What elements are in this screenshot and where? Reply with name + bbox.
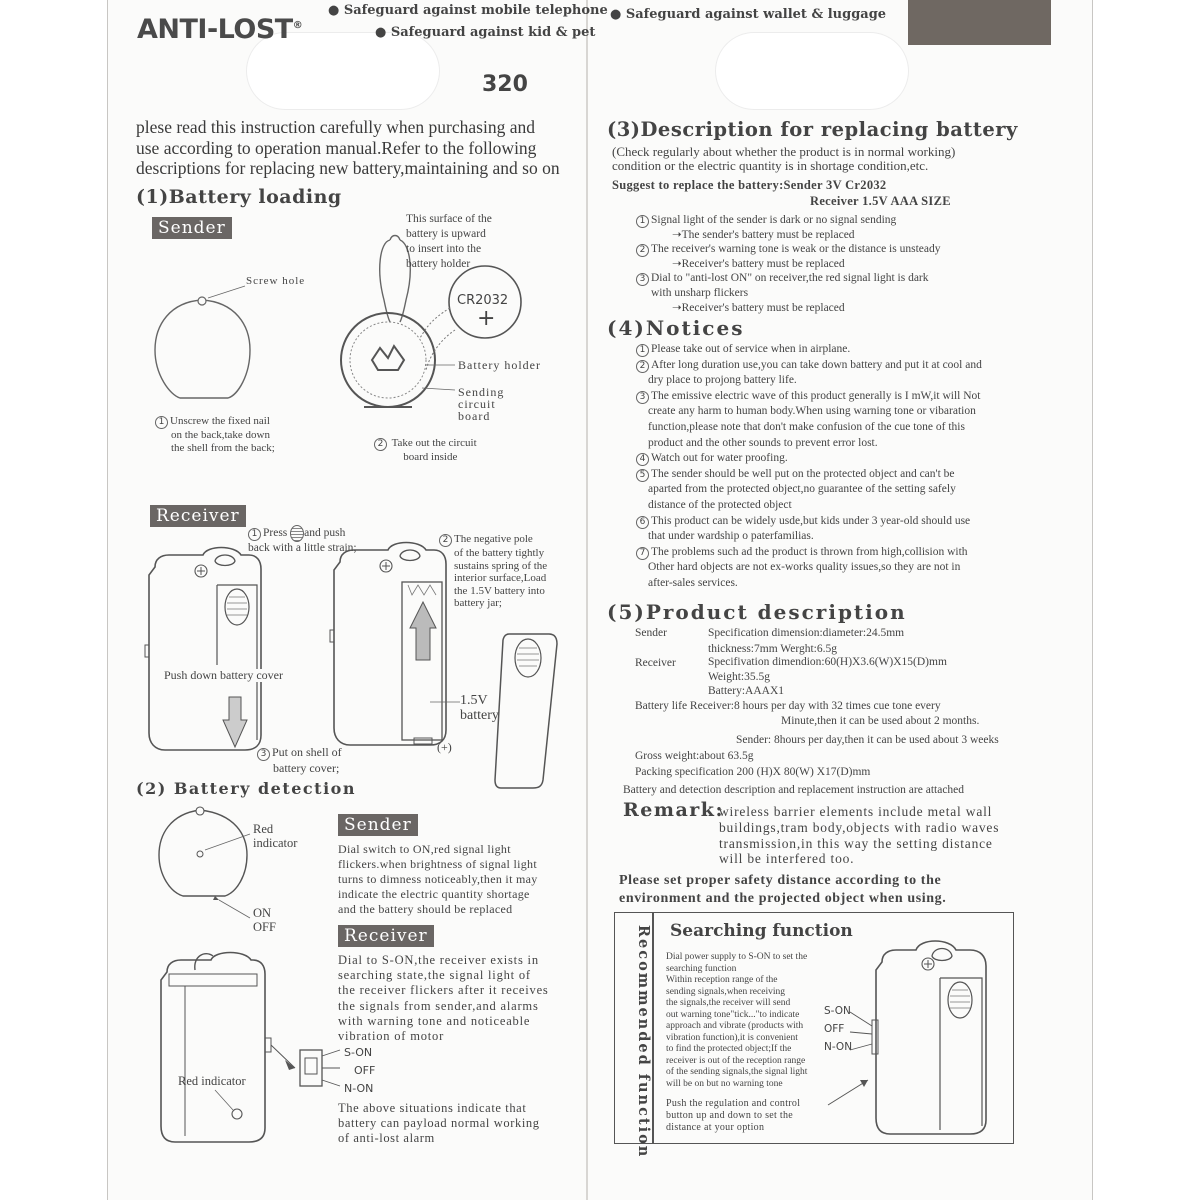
notice-line: The problems such ad the product is thrown from high,collision with <box>651 545 968 558</box>
put-on-line: battery cover; <box>273 761 340 775</box>
notice-line: The emissive electric wave of this product generally is I mW,it will Not <box>651 389 981 402</box>
receiver-tag: Receiver <box>150 505 246 527</box>
battery-plus-label: + <box>477 306 496 331</box>
notice-line: product and the other sounds to prevent error lost. <box>648 436 878 449</box>
surface-note-line: battery holder <box>406 258 471 270</box>
surface-note-line: to insert into the <box>406 243 482 255</box>
red-indicator-label <box>253 822 297 850</box>
notice-item <box>636 451 1021 467</box>
product-life-1: Battery life Receiver:8 hours per day with 32 times cue tone every <box>635 700 941 712</box>
product-spec-line: Specifivation dimendion:60(H)X3.6(W)X15(D)mm <box>708 656 947 668</box>
step1-line: Unscrew the fixed nail <box>170 415 270 427</box>
notice-item <box>636 358 1021 389</box>
center-fold <box>586 0 588 1200</box>
replace-item-text: Dial to "anti-lost ON" on receiver,the red signal light is dark <box>651 272 929 285</box>
bullet-kid: ● Safeguard against kid & pet <box>375 25 596 40</box>
off-label-2: OFF <box>354 1064 376 1077</box>
detection-receiver-line: searching state,the signal light of <box>338 968 531 983</box>
corner-block <box>908 0 1051 45</box>
brand-text: ANTI-LOST <box>137 14 293 45</box>
red-indicator-line: indicator <box>253 836 298 850</box>
replacing-check-line: (Check regularly about whether the product is in normal working) <box>612 144 956 159</box>
searching-text-line: out warning tone"tick..."to indicate <box>666 1009 800 1020</box>
push-down-label: Push down battery cover <box>164 668 283 682</box>
screw-hole-label: Screw hole <box>246 275 306 287</box>
notice-line: distance of the protected object <box>648 498 792 511</box>
replace-item-number: 2 <box>636 244 649 257</box>
detection-receiver-tag: Receiver <box>338 925 434 947</box>
notice-line: The sender should be well put on the protected object and can't be <box>651 467 955 480</box>
replacing-receiver: Receiver 1.5V AAA SIZE <box>810 194 951 208</box>
notice-line: Please take out of service when in airplane. <box>651 343 851 355</box>
put-on-text <box>257 745 342 775</box>
red-indicator-line: Red <box>253 822 274 836</box>
notice-number: 2 <box>636 360 649 373</box>
remark-label: Remark: <box>623 799 724 821</box>
notice-item <box>636 545 1021 592</box>
notices-list <box>636 342 1021 592</box>
off-label-3: OFF <box>824 1023 845 1035</box>
step1-text <box>155 415 315 454</box>
step1-number: 1 <box>155 416 168 429</box>
replacing-suggest: Suggest to replace the battery:Sender 3V Cr2032 <box>612 178 887 192</box>
notice-number: 3 <box>636 391 649 404</box>
neg-pole-line: The negative pole <box>454 533 533 545</box>
brand-logo <box>137 14 302 45</box>
sender-indicator-illustration <box>155 800 265 930</box>
replace-item-text: The receiver's warning tone is weak or the distance is unsteady <box>651 243 941 256</box>
recommended-side-label: Recommended function <box>635 925 652 1159</box>
notice-number: 1 <box>636 344 649 357</box>
press-button-icon <box>290 525 304 542</box>
bullet-mobile-text: Safeguard against mobile telephone <box>343 3 608 18</box>
hang-slot-right <box>715 32 909 110</box>
intro-paragraph <box>136 117 566 179</box>
notice-line: that under wardship o paterfamilias. <box>648 530 814 543</box>
sending-board-line: board <box>458 409 491 423</box>
neg-pole-line: battery jar; <box>454 597 502 609</box>
replace-item-number: 3 <box>636 273 649 286</box>
intro-line: plese read this instruction carefully when purchasing and <box>136 117 535 137</box>
product-spec-line: Weight:35.5g <box>708 670 770 683</box>
battery-15v-label <box>460 693 499 723</box>
safety-line: Please set proper safety distance according to the <box>619 873 942 888</box>
registered-mark: ® <box>292 20 303 31</box>
press-text: back with a little strain; <box>248 542 357 554</box>
sender-tag: Sender <box>152 217 232 239</box>
s-on-label-2: S-ON <box>824 1005 851 1017</box>
searching-text-line: approach and vibrate (products with <box>666 1021 804 1031</box>
remark-text <box>719 804 999 867</box>
surface-note-line: This surface of the <box>406 213 492 225</box>
notice-number: 6 <box>636 516 649 529</box>
product-sender-label: Sender <box>635 627 667 639</box>
neg-pole-line: of the battery tightly <box>454 547 545 559</box>
n-on-label: N-ON <box>344 1082 374 1095</box>
n-on-label-2: N-ON <box>824 1041 853 1053</box>
detection-receiver-line: Dial to S-ON,the receiver exists in <box>338 953 539 967</box>
replace-item-text: with unsharp flickers <box>651 287 749 300</box>
battery-15v-text: 1.5V <box>460 693 488 708</box>
replace-item-result: The sender's battery must be replaced <box>681 229 855 241</box>
searching-text-line: Dial power supply to S-ON to set the <box>666 952 808 962</box>
right-edge-line <box>1092 0 1093 1200</box>
bullet-wallet: ● Safeguard against wallet & luggage <box>610 7 887 22</box>
surface-note <box>406 212 492 272</box>
press-number: 1 <box>248 528 261 541</box>
notice-line: This product can be widely usde,but kids under 3 year-old should use <box>651 514 971 527</box>
notice-line: create any harm to human body.When using warning tone or vibaration <box>648 405 976 418</box>
step2-text <box>374 437 477 464</box>
put-on-line: Put on shell of <box>272 745 342 759</box>
recommended-divider <box>652 912 654 1144</box>
remark-line: will be interfered too. <box>719 851 855 867</box>
press-text: Press <box>263 527 288 540</box>
product-spec-line: thickness:7mm Werght:6.5g <box>708 642 837 655</box>
s-on-label: S-ON <box>344 1046 373 1059</box>
product-gross: Gross weight:about 63.5g <box>635 750 754 762</box>
detection-receiver-text <box>338 953 549 1044</box>
neg-pole-line: interior surface,Load <box>454 572 547 584</box>
bullet-mobile: ● Safeguard against mobile telephone <box>328 3 608 18</box>
detection-sender-line: and the battery should be replaced <box>338 902 513 916</box>
replace-item-text: Signal light of the sender is dark or no signal sending <box>651 214 897 226</box>
product-sender-spec <box>708 626 904 657</box>
product-attached: Battery and detection description and replacement instruction are attached <box>623 784 965 796</box>
surface-note-line: battery is upward <box>406 228 486 240</box>
notice-number: 7 <box>636 547 649 560</box>
safety-line: environment and the projected object when using. <box>619 891 947 906</box>
left-edge-line <box>107 0 108 1200</box>
notice-item <box>636 514 1021 545</box>
detection-switch-labels <box>344 1044 375 1098</box>
replace-item-result: Receiver's battery must be replaced <box>681 301 845 314</box>
detection-receiver-line: vibration of motor <box>338 1029 445 1044</box>
off-label: OFF <box>253 920 276 934</box>
product-life-3: Sender: 8hours per day,then it can be used about 3 weeks <box>736 734 999 746</box>
searching-function-title: Searching function <box>670 921 853 941</box>
on-off-label <box>253 906 276 934</box>
product-spec-line: Specification dimension:diameter:24.5mm <box>708 627 905 639</box>
plus-sign: (+) <box>437 740 452 754</box>
product-title: (5)Product description <box>607 600 907 624</box>
safety-note <box>619 872 946 908</box>
intro-line: use according to operation manual.Refer to the following <box>136 137 537 158</box>
product-receiver-label: Receiver <box>635 657 676 669</box>
replacing-title: (3)Description for replacing battery <box>607 118 1018 141</box>
detection-sender-line: flickers.when brightness of signal light <box>338 857 537 871</box>
searching-text-line: the signals,the receiver will send <box>666 998 791 1008</box>
detection-sender-line: Dial switch to ON,red signal light <box>338 842 511 856</box>
searching-text-line: searching function <box>666 963 737 974</box>
detection-receiver-line: the signals from sender,and alarms <box>338 998 539 1013</box>
searching-function-text <box>666 952 807 1090</box>
neg-pole-text <box>439 533 547 610</box>
notice-line: After long duration use,you can take down battery and put it at cool and <box>651 358 982 371</box>
replacing-items: 1 Signal light of the sender is dark or no signal sending ➝The sender's battery must be replaced 2 The receiver's warning tone is weak or the distance is unsteady ➝Receiver's battery must be replaced 3 Dial to "anti-lost ON" on receiver,the red signal light is dark with unsharp flickers ➝Receiver's battery must be replaced <box>636 213 940 315</box>
on-label: ON <box>253 906 272 920</box>
detection-sender-text <box>338 842 538 917</box>
searching-text-line: Within reception range of the <box>666 975 778 985</box>
recommended-receiver-illustration <box>820 930 1000 1140</box>
neg-pole-line: sustains spring of the <box>454 559 548 572</box>
searching-text-line: sending signals,when receiving <box>666 986 785 997</box>
push-line: Push the regulation and control <box>666 1098 801 1109</box>
notice-item <box>636 467 1021 514</box>
remark-line: transmission,in this way the setting distance <box>719 835 993 851</box>
step2-line: Take out the circuit <box>391 437 477 449</box>
above-line: battery can payload normal working <box>338 1116 540 1130</box>
model-number: 320 <box>482 72 528 97</box>
neg-pole-number: 2 <box>439 534 452 547</box>
push-line: distance at your option <box>666 1121 765 1133</box>
notice-number: 4 <box>636 453 649 466</box>
red-indicator-label-2: Red indicator <box>178 1074 246 1088</box>
detection-receiver-line: with warning tone and noticeable <box>338 1013 531 1028</box>
searching-text-line: receiver is out of the reception range <box>666 1055 806 1066</box>
notices-title: (4)Notices <box>607 316 745 340</box>
step1-line: on the back,take down <box>171 429 270 441</box>
sender-shell-illustration <box>150 290 260 410</box>
product-receiver-spec <box>708 655 947 699</box>
push-line: button up and down to set the <box>666 1109 794 1121</box>
replacing-check <box>612 145 955 173</box>
product-spec-line: Battery:AAAX1 <box>708 685 785 697</box>
product-life-2: Minute,then it can be used about 2 months. <box>781 715 980 727</box>
searching-text-line: of the sending signals,the signal light <box>666 1067 808 1077</box>
press-text: and push <box>304 527 346 540</box>
replace-item-result: Receiver's battery must be replaced <box>681 258 845 271</box>
product-packing: Packing specification 200 (H)X 80(W) X17(D)mm <box>635 766 871 778</box>
sending-board-line: circuit <box>458 397 496 411</box>
battery-holder-label: Battery holder <box>458 358 541 372</box>
replacing-check-line: condition or the electric quantity is in shortage condition,etc. <box>612 158 929 173</box>
replace-item-number: 1 <box>636 215 649 228</box>
receiver-back-illustration <box>145 545 265 755</box>
battery-cr2032-label: CR2032 <box>457 293 509 308</box>
notice-item <box>636 389 1021 451</box>
notice-line: dry place to projong battery life. <box>648 374 797 387</box>
step2-line: board inside <box>403 451 458 463</box>
notice-line: after-sales services. <box>648 576 738 589</box>
put-on-number: 3 <box>257 748 270 761</box>
battery-cover-illustration <box>495 630 565 790</box>
searching-text-line: vibration function),it is convenient <box>666 1032 798 1043</box>
step1-line: the shell from the back; <box>171 441 275 454</box>
searching-text-line: will be on but no warning tone <box>666 1078 783 1089</box>
sending-board-line: Sending <box>458 385 505 399</box>
bullet-kid-text: Safeguard against kid & pet <box>390 25 596 40</box>
remark-line: wireless barrier elements include metal wall <box>719 804 993 819</box>
detection-sender-line: indicate the electric quantity shortage <box>338 887 530 901</box>
intro-line: descriptions for replacing new battery,maintaining and so on <box>136 158 560 178</box>
detection-receiver-line: the receiver flickers after it receives <box>338 983 549 998</box>
notice-line: Other hard objects are not ex-works quality issues,so they are not in <box>648 561 961 574</box>
sending-board-label <box>458 386 504 422</box>
receiver-switch-illustration <box>155 950 355 1150</box>
notice-number: 5 <box>636 469 649 482</box>
battery-detection-title: (2) Battery detection <box>136 779 356 798</box>
notice-line: Watch out for water proofing. <box>651 452 788 465</box>
battery-word-text: battery <box>460 708 499 723</box>
notice-item <box>636 342 1021 358</box>
push-regulation-text <box>666 1098 800 1133</box>
above-line: of anti-lost alarm <box>338 1131 435 1145</box>
step2-number: 2 <box>374 438 387 451</box>
remark-line: buildings,tram body,objects with radio waves <box>719 819 1000 835</box>
battery-loading-title: (1)Battery loading <box>136 186 342 208</box>
neg-pole-line: the 1.5V battery into <box>454 584 545 597</box>
bullet-wallet-text: Safeguard against wallet & luggage <box>625 7 887 22</box>
detection-sender-line: turns to dimness noticeably,then it may <box>338 872 538 886</box>
detection-sender-tag: Sender <box>338 814 418 836</box>
above-text <box>338 1101 540 1146</box>
searching-text-line: to find the protected object;If the <box>666 1044 792 1054</box>
notice-line: function,please note that don't make confusion of the cue tone of this <box>648 420 965 433</box>
above-line: The above situations indicate that <box>338 1101 527 1115</box>
notice-line: aparted from the protected object,no guarantee of the setting safely <box>648 483 956 496</box>
